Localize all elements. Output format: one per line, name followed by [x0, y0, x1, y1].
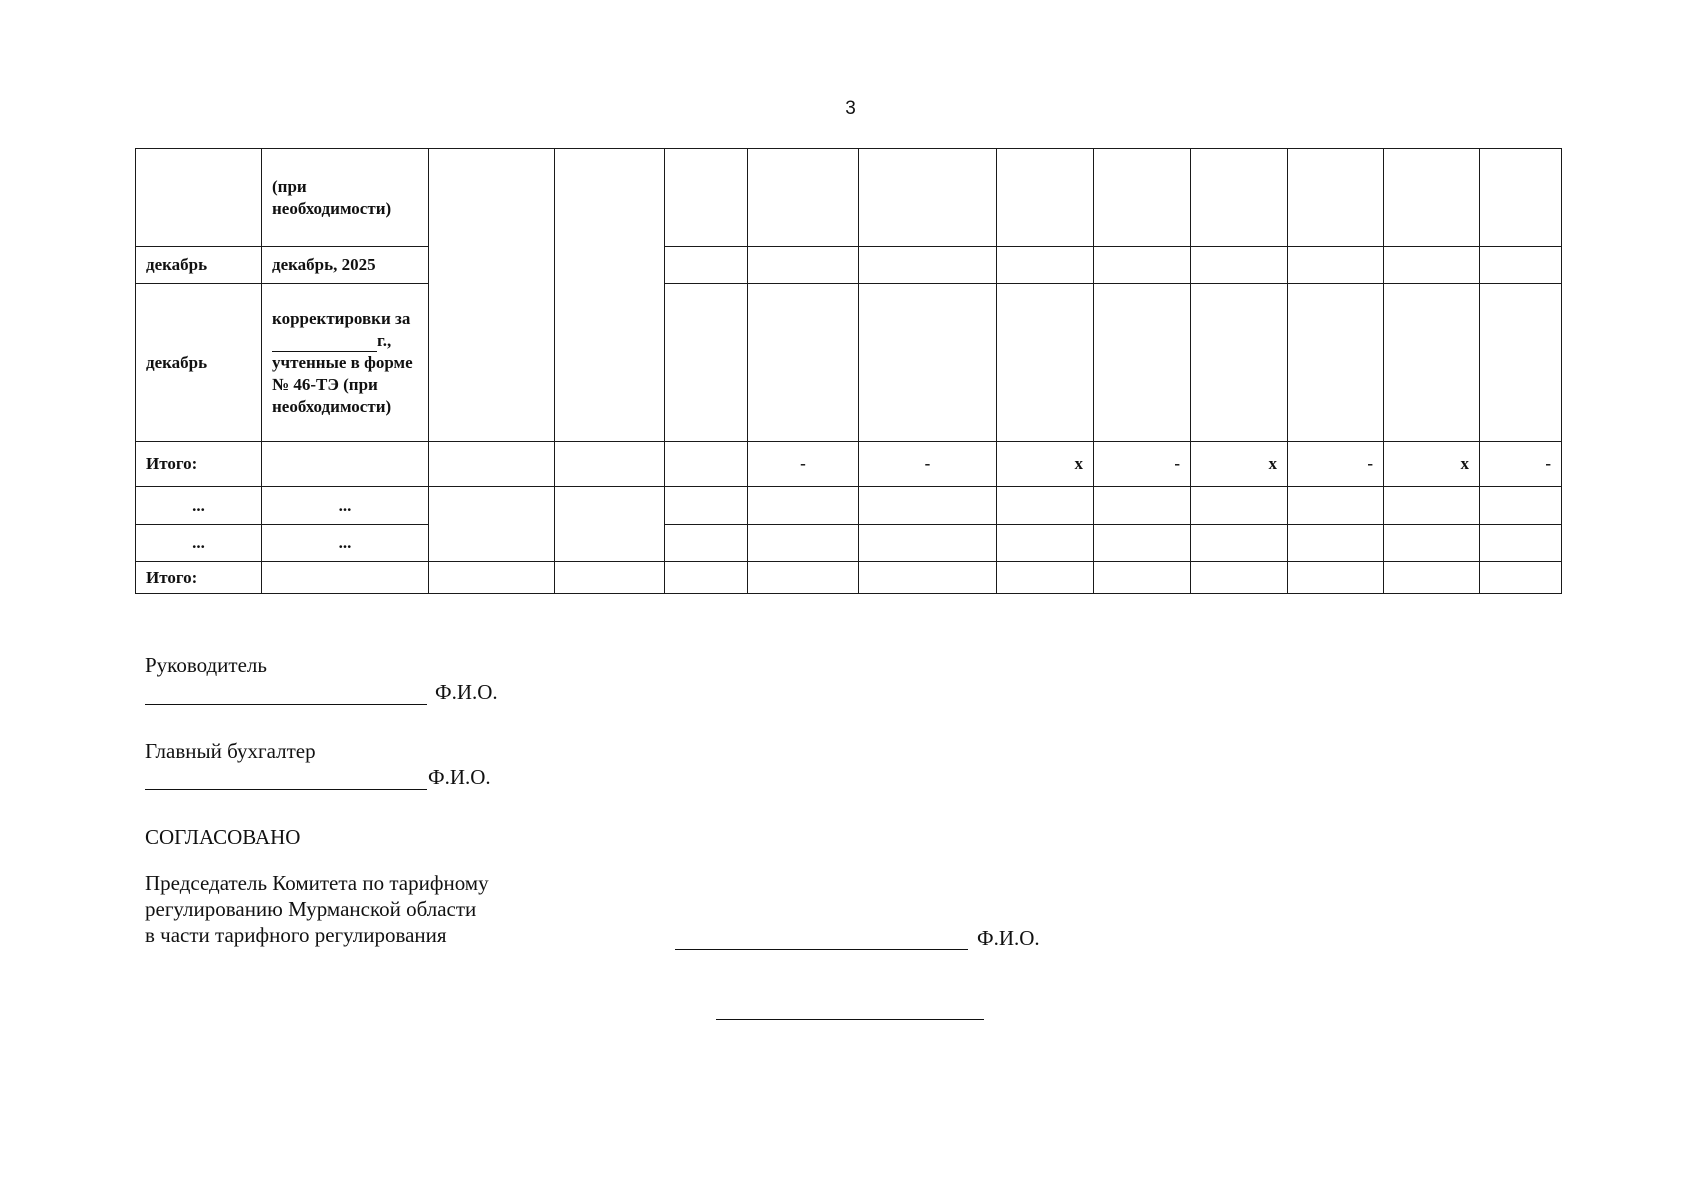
agreed-heading: СОГЛАСОВАНО [145, 825, 301, 849]
table-cell: декабрь [136, 284, 262, 442]
table-cell [1288, 487, 1384, 525]
table-cell [1384, 525, 1480, 562]
table-cell [555, 562, 665, 594]
table-cell [1480, 487, 1562, 525]
correction-year-line [272, 330, 418, 352]
total-row [136, 442, 1562, 487]
final-total-label: Итого: [136, 562, 262, 594]
table-cell [748, 525, 859, 562]
year-suffix: г., [377, 331, 392, 350]
total-value: x [1384, 442, 1480, 487]
table-cell [748, 487, 859, 525]
final-total-row [136, 562, 1562, 594]
table-cell [665, 562, 748, 594]
table-cell [1288, 247, 1384, 284]
table-cell [665, 442, 748, 487]
table-cell [1480, 562, 1562, 594]
table-cell: декабрь, 2025 [262, 247, 429, 284]
table-cell [665, 247, 748, 284]
blank-line [272, 331, 377, 352]
table-cell [859, 487, 997, 525]
table-row [136, 487, 1562, 525]
table-cell [1191, 247, 1288, 284]
table-cell [997, 487, 1094, 525]
table-cell [1288, 284, 1384, 442]
table-cell: ... [136, 525, 262, 562]
table-cell [1288, 525, 1384, 562]
head-fio: Ф.И.О. [435, 680, 498, 704]
table-cell: ... [262, 525, 429, 562]
chairman-line: Председатель Комитета по тарифному [145, 871, 489, 895]
table-cell [665, 487, 748, 525]
table-cell [859, 562, 997, 594]
table-row [136, 525, 1562, 562]
table-cell [262, 284, 429, 442]
table-cell [859, 247, 997, 284]
table-cell: ... [136, 487, 262, 525]
table-cell: декабрь [136, 247, 262, 284]
table-cell [429, 562, 555, 594]
table-cell [665, 525, 748, 562]
table-cell [262, 442, 429, 487]
table-cell: (при необходимости) [262, 149, 429, 247]
table-cell [665, 149, 748, 247]
total-value: - [1480, 442, 1562, 487]
table-cell [748, 284, 859, 442]
total-value: - [1288, 442, 1384, 487]
chairman-fio: Ф.И.О. [977, 926, 1040, 950]
end-separator-line [716, 1019, 984, 1020]
table-cell [1094, 284, 1191, 442]
total-value: - [1094, 442, 1191, 487]
table-cell [1384, 562, 1480, 594]
chairman-line: регулированию Мурманской области [145, 897, 477, 921]
table-cell [997, 149, 1094, 247]
table-cell [1094, 487, 1191, 525]
table-cell [262, 562, 429, 594]
report-table [135, 148, 1562, 594]
table-cell [429, 442, 555, 487]
correction-label: корректировки за [272, 309, 411, 328]
table-cell [429, 149, 555, 442]
accountant-title: Главный бухгалтер [145, 739, 316, 763]
table-cell [859, 284, 997, 442]
page-number: 3 [845, 98, 856, 119]
table-cell [1480, 525, 1562, 562]
table-cell [1094, 247, 1191, 284]
total-value: x [1191, 442, 1288, 487]
table-row [136, 247, 1562, 284]
accountant-signature-line [145, 789, 427, 790]
table-cell: ... [262, 487, 429, 525]
correction-note: учтенные в форме № 46-ТЭ (при необходимости) [272, 353, 413, 416]
table-cell [748, 562, 859, 594]
table-cell [1480, 247, 1562, 284]
table-cell [1384, 487, 1480, 525]
table-cell [1288, 149, 1384, 247]
table-cell [1480, 149, 1562, 247]
chairman-line: в части тарифного регулирования [145, 923, 447, 947]
total-value: x [997, 442, 1094, 487]
table-cell [859, 525, 997, 562]
head-title: Руководитель [145, 653, 267, 677]
table-cell [1094, 562, 1191, 594]
table-cell [429, 487, 555, 562]
table-cell [136, 149, 262, 247]
table-cell [859, 149, 997, 247]
table-cell [997, 562, 1094, 594]
table-cell [997, 284, 1094, 442]
head-signature-line [145, 704, 427, 705]
table-cell [1191, 284, 1288, 442]
table-cell [1094, 525, 1191, 562]
table-cell [748, 247, 859, 284]
table-row [136, 284, 1562, 442]
table-cell [555, 487, 665, 562]
table-cell [748, 149, 859, 247]
table-cell [665, 284, 748, 442]
total-value: - [859, 442, 997, 487]
accountant-fio: Ф.И.О. [428, 765, 491, 789]
chairman-title [145, 870, 489, 948]
table-cell [1384, 247, 1480, 284]
table-cell [555, 149, 665, 442]
table-cell [555, 442, 665, 487]
table-cell [1191, 487, 1288, 525]
total-label: Итого: [136, 442, 262, 487]
table-cell [997, 247, 1094, 284]
table-cell [1384, 149, 1480, 247]
table-cell [1191, 562, 1288, 594]
total-value: - [748, 442, 859, 487]
table-cell [1094, 149, 1191, 247]
table-cell [1191, 525, 1288, 562]
table-row [136, 149, 1562, 247]
table-cell [1384, 284, 1480, 442]
table-cell [1191, 149, 1288, 247]
table-cell [1480, 284, 1562, 442]
table-cell [1288, 562, 1384, 594]
chairman-signature-line [675, 949, 968, 950]
table-cell [997, 525, 1094, 562]
